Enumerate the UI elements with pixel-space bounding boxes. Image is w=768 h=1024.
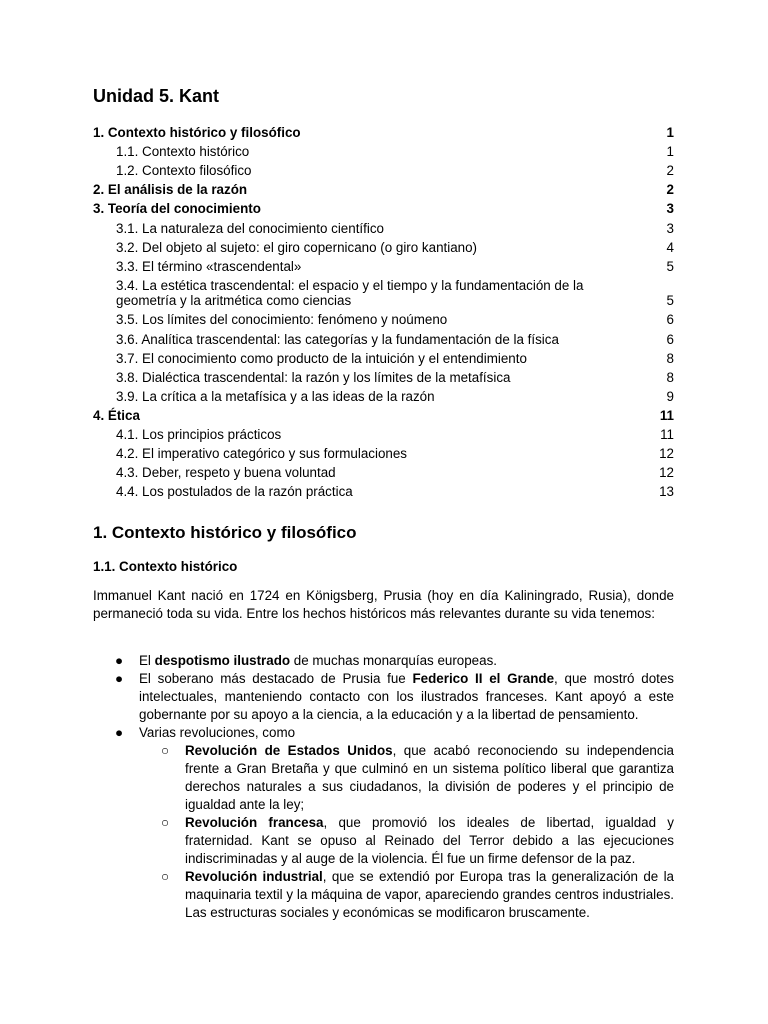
toc-entry[interactable] <box>93 404 674 423</box>
toc-entry[interactable] <box>93 327 674 346</box>
toc-entry[interactable] <box>93 385 674 404</box>
toc-entry-text: 3.1. La naturaleza del conocimiento científico <box>116 220 384 236</box>
item-bold-term: Federico II el Grande <box>412 671 555 686</box>
sub-list-item <box>139 868 674 922</box>
toc-entry-page: 13 <box>659 484 674 500</box>
toc-entry[interactable] <box>93 308 674 327</box>
toc-entry-text: 1.2. Contexto filosófico <box>116 163 252 179</box>
toc-entry-text: 2. El análisis de la razón <box>93 182 248 198</box>
list-item <box>93 652 674 670</box>
toc-entry[interactable] <box>93 178 674 197</box>
toc-entry[interactable] <box>93 121 674 140</box>
toc-entry-page: 8 <box>666 350 674 366</box>
table-of-contents <box>93 121 674 499</box>
section-heading: 1. Contexto histórico y filosófico <box>93 523 357 542</box>
toc-entry-page: 6 <box>666 312 674 328</box>
toc-entry[interactable] <box>93 347 674 366</box>
toc-entry-page: 11 <box>659 407 674 423</box>
bullet-icon: ● <box>115 653 124 668</box>
bullet-icon: ● <box>115 671 124 686</box>
item-text: , que acabó reconociendo su independencia frente a Gran Bretaña y que culminó en un sistema político liberal que garantiza derechos naturales a sus ciudadanos, la división de poderes y el principio de igualdad ante la ley; <box>185 743 674 812</box>
bullet-list <box>93 652 674 922</box>
toc-entry-text: 4.3. Deber, respeto y buena voluntad <box>116 465 336 481</box>
toc-entry-page: 2 <box>666 182 674 198</box>
toc-entry[interactable] <box>93 442 674 461</box>
toc-entry-page: 2 <box>666 163 674 179</box>
toc-entry-page: 5 <box>666 293 674 309</box>
toc-entry-text: 3.5. Los límites del conocimiento: fenómeno y noúmeno <box>116 312 448 328</box>
toc-entry-page: 1 <box>666 144 674 160</box>
toc-entry[interactable] <box>93 236 674 255</box>
toc-entry-page: 4 <box>666 239 674 255</box>
toc-entry-text: 4. Ética <box>93 407 140 423</box>
toc-entry-page: 1 <box>666 125 674 141</box>
toc-entry-text: 4.4. Los postulados de la razón práctica <box>116 484 353 500</box>
item-text: El soberano más destacado de Prusia fue <box>139 671 413 686</box>
list-item <box>93 670 674 724</box>
toc-entry-text: 4.2. El imperativo categórico y sus formulaciones <box>116 446 408 462</box>
toc-entry[interactable] <box>93 159 674 178</box>
sub-list-item <box>139 814 674 868</box>
toc-entry-text: 3.3. El término «trascendental» <box>116 258 302 274</box>
subsection-heading: 1.1. Contexto histórico <box>93 559 238 574</box>
item-text: El <box>139 653 155 668</box>
toc-entry[interactable] <box>93 480 674 499</box>
circle-bullet-icon: ○ <box>161 743 170 758</box>
document-title: Unidad 5. Kant <box>93 86 220 106</box>
toc-entry[interactable] <box>93 274 674 309</box>
toc-entry[interactable] <box>93 197 674 216</box>
item-text: , que se extendió por Europa tras la generalización de la maquinaria textil y la máquina de vapor, apareciendo grandes centros industriales. Las estructuras sociales y económicas se modificaron bruscamente. <box>185 869 674 920</box>
sub-bullet-list <box>139 742 674 922</box>
toc-entry[interactable] <box>93 423 674 442</box>
item-bold-term: Revolución de Estados Unidos <box>185 743 393 758</box>
toc-entry-text: 1.1. Contexto histórico <box>116 144 250 160</box>
toc-entry-page: 8 <box>666 369 674 385</box>
toc-entry-text: 3.8. Dialéctica trascendental: la razón y los límites de la metafísica <box>116 369 511 385</box>
toc-entry-page: 3 <box>666 220 674 236</box>
toc-entry[interactable] <box>93 216 674 235</box>
toc-entry-text: 3.2. Del objeto al sujeto: el giro copernicano (o giro kantiano) <box>116 239 478 255</box>
circle-bullet-icon: ○ <box>161 815 170 830</box>
toc-entry-text: 3.6. Analítica trascendental: las categorías y la fundamentación de la física <box>116 331 559 347</box>
toc-entry-page: 6 <box>666 331 674 347</box>
toc-entry-page: 5 <box>666 258 674 274</box>
toc-entry[interactable] <box>93 366 674 385</box>
toc-entry-page: 12 <box>659 446 674 462</box>
item-text: de muchas monarquías europeas. <box>290 653 497 668</box>
toc-entry-text: 3.7. El conocimiento como producto de la intuición y el entendimiento <box>116 350 527 366</box>
toc-entry-page: 12 <box>659 465 674 481</box>
item-text: , que promovió los ideales de libertad, igualdad y fraternidad. Kant se opuso al Reinado del Terror debido a las ejecuciones indiscriminadas y al auge de la violencia. Él fue un firme defensor de la paz. <box>185 815 674 866</box>
toc-entry[interactable] <box>93 461 674 480</box>
toc-entry-text: 4.1. Los principios prácticos <box>116 427 282 442</box>
item-text: , que mostró dotes intelectuales, manteniendo contacto con los ilustrados franceses. Kant apoyó a este gobernante por su apoyo a la ciencia, a la educación y a la libertad de pensamiento. <box>139 671 675 722</box>
toc-entry[interactable] <box>93 140 674 159</box>
toc-entry-page: 9 <box>666 388 674 404</box>
item-text: Varias revoluciones, como <box>139 725 296 740</box>
toc-entry-text: 3.4. La estética trascendental: el espacio y el tiempo y la fundamentación de la geometría y la aritmética como ciencias <box>116 278 584 309</box>
toc-entry-text: 3.9. La crítica a la metafísica y a las ideas de la razón <box>116 388 435 404</box>
item-bold-term: Revolución industrial <box>185 869 323 884</box>
sub-list-item <box>139 742 674 814</box>
bullet-icon: ● <box>115 725 124 740</box>
toc-entry-page: 11 <box>660 427 674 442</box>
toc-entry[interactable] <box>93 255 674 274</box>
toc-entry-text: 3. Teoría del conocimiento <box>93 201 261 217</box>
intro-paragraph: Immanuel Kant nació en 1724 en Königsberg, Prusia (hoy en día Kaliningrado, Rusia), donde permaneció toda su vida. Entre los hechos históricos más relevantes durante su vida tenemos: <box>93 588 674 621</box>
toc-entry-text: 1. Contexto histórico y filosófico <box>93 125 301 141</box>
circle-bullet-icon: ○ <box>161 869 170 884</box>
list-item <box>93 724 674 922</box>
toc-entry-page: 3 <box>666 201 674 217</box>
item-bold-term: despotismo ilustrado <box>154 653 291 668</box>
item-bold-term: Revolución francesa <box>185 815 324 830</box>
